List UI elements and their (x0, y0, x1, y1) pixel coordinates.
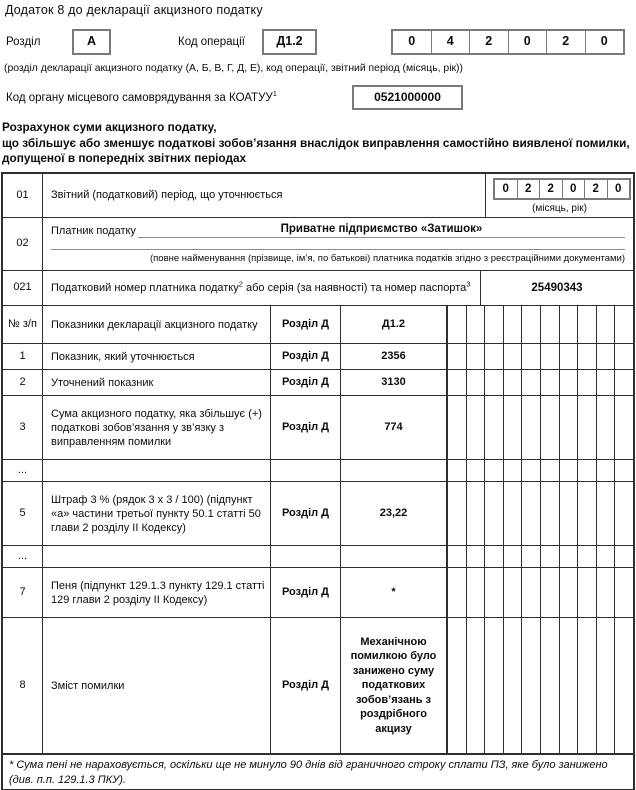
section-cell: Розділ Д (270, 568, 340, 617)
grid-cell (614, 344, 633, 369)
period-cell (485, 174, 633, 217)
value-cell[interactable]: Механічною помилкою було занижено суму податкових зобов’язань з роздрібного акцизу (340, 618, 446, 753)
grid-cell (447, 306, 466, 343)
grid-cell (540, 546, 559, 567)
grid-cell (466, 306, 485, 343)
grid-cell (447, 396, 466, 459)
taxpayer-caption: (повне найменування (прізвище, ім’я, по батькові) платника податків згідно з реєстраційними документами) (149, 253, 625, 265)
grid-cell (521, 396, 540, 459)
section-cell: Розділ Д (270, 618, 340, 753)
grid-cell (559, 568, 578, 617)
digit-box[interactable]: 0 (508, 31, 547, 53)
grid-cell (596, 370, 615, 395)
grid-cell (484, 482, 503, 545)
grid-cell (521, 546, 540, 567)
grid-cell (521, 344, 540, 369)
value-cell[interactable]: 23,22 (340, 482, 446, 545)
grid-cell (484, 396, 503, 459)
row-number-cell: 8 (19, 678, 26, 691)
grid-cell (466, 618, 485, 753)
row-02 (3, 217, 633, 270)
grid-cell (447, 546, 466, 567)
grid-cell (503, 460, 522, 481)
section-label: Розділ (6, 36, 41, 48)
grid-cell (466, 370, 485, 395)
grid-cell (540, 618, 559, 753)
grid-cell (559, 344, 578, 369)
table-row-2 (3, 369, 633, 395)
description-cell: Сума акцизного податку, яка збільшує (+) податкові зобов’язання у зв’язку з виправленням помилки (42, 396, 270, 459)
table-row-3 (3, 395, 633, 459)
row-number-cell: 021 (13, 281, 32, 294)
operation-code-label: Код операції (178, 36, 245, 48)
grid-cell (577, 370, 596, 395)
grid-cell (447, 370, 466, 395)
section-box[interactable]: А (72, 29, 111, 55)
grid-cell (614, 546, 633, 567)
grid-cell (596, 396, 615, 459)
grid-cell (484, 568, 503, 617)
digit-box[interactable]: 0 (585, 31, 624, 53)
grid-cell (521, 370, 540, 395)
footnote-marker-3: 3 (466, 279, 471, 289)
grid-cell (577, 344, 596, 369)
description-cell: Пеня (підпункт 129.1.3 пункту 129.1 статті 129 глави 2 розділу ІІ Кодексу) (42, 568, 270, 617)
value-cell[interactable]: 774 (340, 396, 446, 459)
grid-cell (540, 460, 559, 481)
digit-box[interactable]: 4 (431, 31, 470, 53)
grid-cell (614, 306, 633, 343)
value-cell[interactable]: * (340, 568, 446, 617)
digit-box[interactable]: 0 (562, 180, 585, 198)
value-cell (340, 460, 446, 481)
description-cell: Штраф 3 % (рядок 3 х 3 / 100) (підпункт «а» частини третьої пункту 50.1 статті 50 глави 2 розділу ІІ Кодексу) (42, 482, 270, 545)
grid-cell (521, 482, 540, 545)
form-header-row (0, 29, 636, 56)
grid-cell (596, 482, 615, 545)
period-box-strip[interactable] (493, 178, 631, 200)
row-01 (3, 174, 633, 217)
empty-grid-strip (446, 396, 633, 459)
grid-cell (614, 460, 633, 481)
digit-box[interactable]: 2 (584, 180, 607, 198)
koatuu-footnote-marker: 1 (272, 89, 277, 99)
grid-cell (503, 568, 522, 617)
tax-number-cell[interactable]: 25490343 (480, 271, 633, 305)
period-box-strip[interactable] (391, 29, 625, 55)
row-021 (3, 270, 633, 305)
grid-cell (596, 344, 615, 369)
section-cell: Розділ Д (270, 396, 340, 459)
grid-cell (559, 618, 578, 753)
grid-cell (596, 546, 615, 567)
row-number-cell: 01 (16, 188, 29, 201)
empty-grid-strip (446, 306, 633, 343)
grid-cell (596, 460, 615, 481)
operation-code-box[interactable]: Д1.2 (262, 29, 317, 55)
grid-cell (614, 396, 633, 459)
footnote: * Сума пені не нараховується, оскільки ще не минуло 90 днів від граничного строку сплати ПЗ, яке було занижено (див. п.п. 129.1.3 ПКУ). (3, 753, 633, 789)
empty-grid-strip (446, 460, 633, 481)
value-cell[interactable]: 3130 (340, 370, 446, 395)
grid-cell (577, 460, 596, 481)
table-row-dots (3, 545, 633, 567)
taxpayer-name-underline[interactable] (51, 238, 625, 250)
grid-cell (484, 618, 503, 753)
table-row-dots (3, 459, 633, 481)
grid-cell (484, 460, 503, 481)
taxpayer-label: Платник податку (51, 224, 136, 237)
digit-box[interactable]: 2 (546, 31, 585, 53)
row-number-cell: ... (17, 463, 28, 476)
value-cell (340, 546, 446, 567)
description-cell: Уточнений показник (42, 370, 270, 395)
grid-cell (559, 482, 578, 545)
koatuu-box[interactable]: 0521000000 (352, 85, 463, 110)
grid-cell (447, 482, 466, 545)
grid-cell (466, 344, 485, 369)
empty-grid-strip (446, 482, 633, 545)
grid-cell (540, 344, 559, 369)
grid-cell (614, 370, 633, 395)
empty-grid-strip (446, 618, 633, 753)
heading-line-2: що збільшує або зменшує податкові зобов’язання внаслідок виправлення самостійно виявленої помилки, допущеної в попередніх звітних періодах (2, 135, 630, 165)
grid-cell (466, 396, 485, 459)
grid-cell (447, 568, 466, 617)
grid-cell (559, 546, 578, 567)
grid-cell (447, 460, 466, 481)
grid-cell (466, 568, 485, 617)
grid-cell (503, 546, 522, 567)
digit-box[interactable]: 0 (607, 180, 630, 198)
table-row-1 (3, 343, 633, 369)
grid-cell (484, 546, 503, 567)
grid-cell (447, 344, 466, 369)
row-number-cell: 5 (19, 506, 26, 519)
koatuu-label (6, 91, 277, 105)
grid-cell (559, 396, 578, 459)
section-cell (270, 546, 340, 567)
footnote-marker-2: 2 (238, 279, 243, 289)
digit-box[interactable]: 0 (502, 182, 509, 195)
grid-cell (521, 568, 540, 617)
row-number-cell: ... (17, 549, 28, 562)
row-number-cell: 3 (19, 420, 26, 433)
tax-number-label (51, 281, 470, 296)
section-cell: Розділ Д (270, 370, 340, 395)
section-cell (270, 460, 340, 481)
value-cell[interactable]: 2356 (340, 344, 446, 369)
grid-cell (484, 306, 503, 343)
description-cell: Звітний (податковий) період, що уточнюється (42, 174, 485, 217)
digit-box[interactable]: 2 (539, 180, 562, 198)
row-number-cell: 02 (16, 237, 29, 250)
column-header-num: № з/п (8, 317, 37, 330)
description-cell: Показник, який уточнюється (42, 344, 270, 369)
tax-number-label-b: або серія (за наявності) та номер паспорта (242, 281, 467, 294)
grid-cell (521, 460, 540, 481)
grid-cell (559, 370, 578, 395)
period-caption: (місяць, рік) (532, 202, 587, 214)
grid-cell (577, 482, 596, 545)
grid-cell (521, 306, 540, 343)
grid-cell (559, 306, 578, 343)
grid-cell (447, 618, 466, 753)
row-number-cell: 1 (19, 349, 26, 362)
column-header-section: Розділ Д (270, 306, 340, 343)
empty-grid-strip (446, 370, 633, 395)
grid-cell (503, 306, 522, 343)
column-header-code: Д1.2 (340, 306, 446, 343)
heading-line-1: Розрахунок суми акцизного податку, (2, 120, 217, 134)
column-header-indicators: Показники декларації акцизного податку (42, 306, 270, 343)
grid-cell (577, 396, 596, 459)
digit-box[interactable]: 2 (517, 180, 540, 198)
grid-cell (614, 568, 633, 617)
grid-cell (614, 482, 633, 545)
table-row-5 (3, 481, 633, 545)
document-title: Додаток 8 до декларації акцизного податку (5, 3, 263, 17)
description-cell (42, 460, 270, 481)
grid-cell (559, 460, 578, 481)
grid-cell (577, 568, 596, 617)
table-row-7 (3, 567, 633, 617)
digit-box[interactable]: 2 (469, 31, 508, 53)
grid-cell (484, 370, 503, 395)
grid-cell (503, 396, 522, 459)
calculation-table (1, 172, 635, 790)
table-row-8 (3, 617, 633, 753)
tax-number-label-a: Податковий номер платника податку (51, 281, 239, 294)
taxpayer-name-field[interactable]: Приватне підприємство «Затишок» (138, 222, 625, 238)
description-cell: Зміст помилки (42, 618, 270, 753)
grid-cell (503, 482, 522, 545)
grid-cell (577, 618, 596, 753)
section-cell: Розділ Д (270, 482, 340, 545)
grid-cell (540, 306, 559, 343)
grid-header-row (3, 305, 633, 343)
grid-cell (614, 618, 633, 753)
grid-cell (540, 482, 559, 545)
empty-grid-strip (446, 344, 633, 369)
grid-cell (596, 306, 615, 343)
empty-grid-strip (446, 546, 633, 567)
grid-cell (503, 370, 522, 395)
grid-cell (577, 306, 596, 343)
calculation-heading (2, 120, 634, 167)
grid-cell (466, 546, 485, 567)
empty-grid-strip (446, 568, 633, 617)
digit-box[interactable]: 0 (408, 34, 416, 49)
grid-cell (596, 568, 615, 617)
description-cell (42, 546, 270, 567)
koatuu-row (0, 85, 636, 111)
row-number-cell: 7 (19, 585, 26, 598)
grid-cell (503, 344, 522, 369)
grid-cell (577, 546, 596, 567)
header-caption: (розділ декларації акцизного податку (А, Б, В, Г, Д, Е), код операції, звітний період (місяць, рік)) (4, 63, 463, 74)
grid-cell (503, 618, 522, 753)
grid-cell (466, 460, 485, 481)
grid-cell (540, 568, 559, 617)
description-cell (42, 271, 480, 305)
grid-cell (596, 618, 615, 753)
grid-cell (540, 370, 559, 395)
grid-cell (540, 396, 559, 459)
row-number-cell: 2 (19, 375, 26, 388)
grid-cell (521, 618, 540, 753)
grid-cell (484, 344, 503, 369)
taxpayer-cell (42, 218, 633, 270)
koatuu-label-text: Код органу місцевого самоврядування за КОАТУУ (6, 92, 273, 104)
grid-cell (466, 482, 485, 545)
section-cell: Розділ Д (270, 344, 340, 369)
